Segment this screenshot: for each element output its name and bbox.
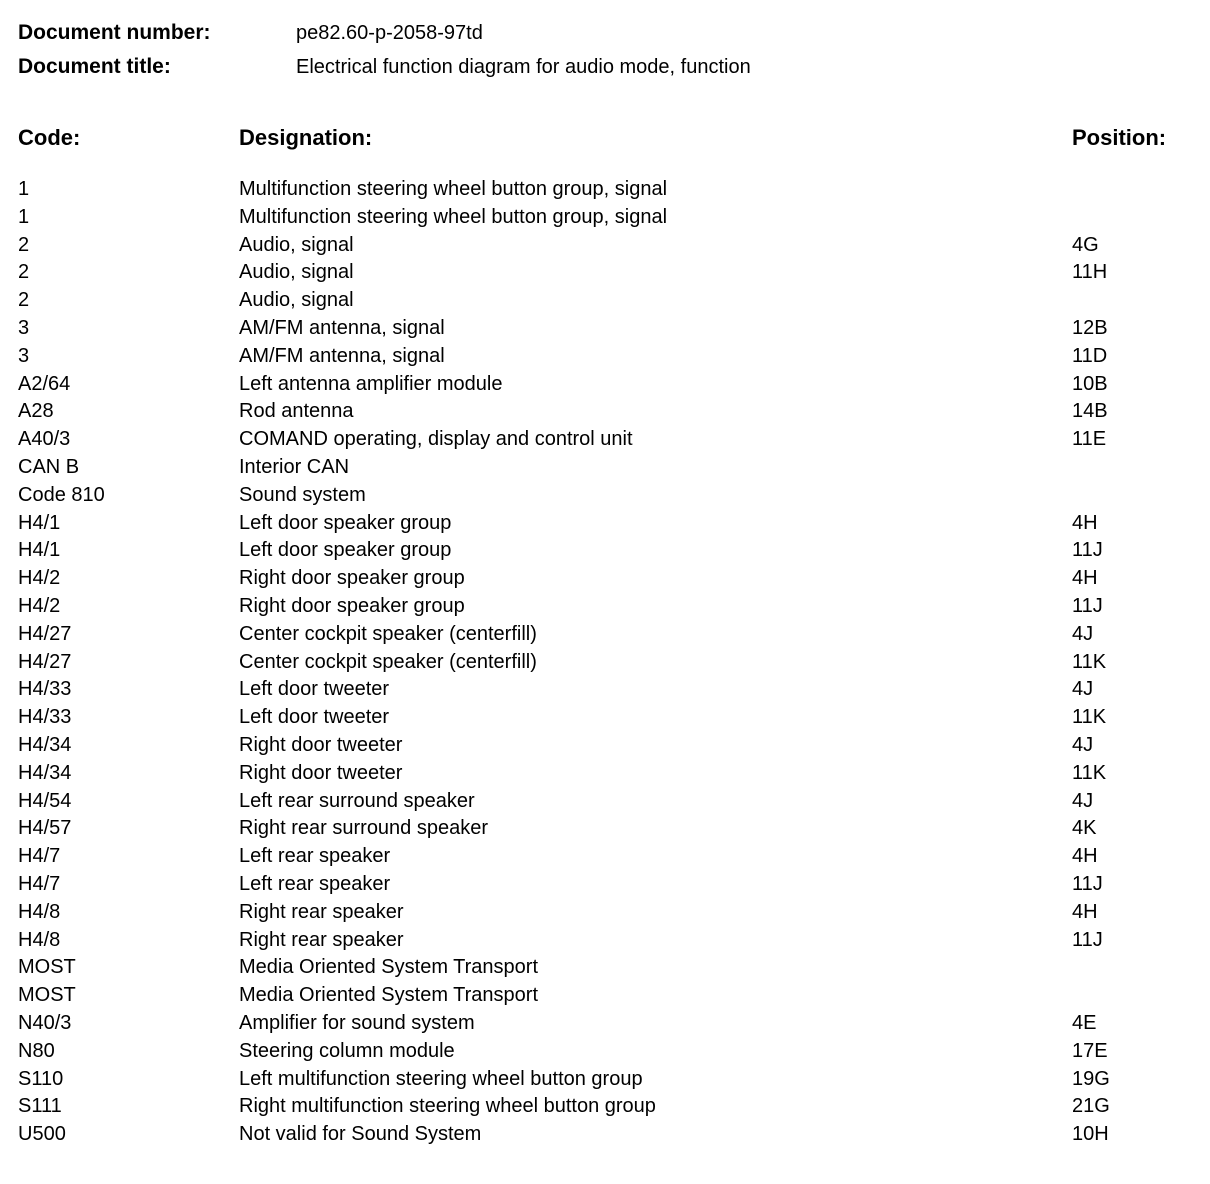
row-position: 4H bbox=[1072, 567, 1098, 590]
row-designation: Left door speaker group bbox=[239, 511, 452, 534]
legend-table-body bbox=[0, 176, 1210, 1149]
row-designation: Not valid for Sound System bbox=[239, 1123, 482, 1146]
row-designation: Left door tweeter bbox=[239, 706, 390, 729]
row-designation: Media Oriented System Transport bbox=[239, 984, 539, 1007]
row-code: H4/57 bbox=[18, 817, 72, 840]
row-position: 11J bbox=[1072, 594, 1103, 617]
column-header-position: Position: bbox=[1072, 125, 1167, 150]
table-row bbox=[0, 259, 1210, 287]
row-position: 4G bbox=[1072, 233, 1099, 256]
row-code: H4/8 bbox=[18, 928, 61, 951]
table-row bbox=[0, 343, 1210, 371]
row-code: U500 bbox=[18, 1123, 66, 1146]
row-code: N80 bbox=[18, 1039, 55, 1062]
table-row bbox=[0, 204, 1210, 232]
row-designation: Right rear speaker bbox=[239, 900, 404, 923]
table-row bbox=[0, 371, 1210, 399]
row-designation: Amplifier for sound system bbox=[239, 1011, 475, 1034]
row-code: H4/27 bbox=[18, 650, 72, 673]
row-position: 11K bbox=[1072, 650, 1107, 673]
row-designation: Center cockpit speaker (centerfill) bbox=[239, 622, 537, 645]
row-code: A28 bbox=[18, 400, 54, 423]
row-position: 4E bbox=[1072, 1011, 1097, 1034]
row-code: N40/3 bbox=[18, 1011, 72, 1034]
row-code: H4/2 bbox=[18, 567, 61, 590]
row-position: 11J bbox=[1072, 928, 1103, 951]
row-designation: Multifunction steering wheel button group, signal bbox=[239, 205, 668, 228]
row-designation: Right rear surround speaker bbox=[239, 817, 489, 840]
document-title-value: Electrical function diagram for audio mode, function bbox=[296, 56, 751, 78]
table-row bbox=[0, 565, 1210, 593]
row-designation: Right rear speaker bbox=[239, 928, 404, 951]
row-designation: Steering column module bbox=[239, 1039, 455, 1062]
document-number-value: pe82.60-p-2058-97td bbox=[296, 22, 483, 44]
row-position: 17E bbox=[1072, 1039, 1108, 1062]
row-position: 4J bbox=[1072, 733, 1094, 756]
row-position: 4J bbox=[1072, 789, 1094, 812]
row-code: S111 bbox=[18, 1095, 62, 1118]
table-row bbox=[0, 1066, 1210, 1094]
row-position: 11K bbox=[1072, 706, 1107, 729]
row-code: H4/33 bbox=[18, 706, 72, 729]
row-designation: Center cockpit speaker (centerfill) bbox=[239, 650, 537, 673]
row-designation: COMAND operating, display and control unit bbox=[239, 428, 633, 451]
row-code: H4/33 bbox=[18, 678, 72, 701]
row-code: H4/1 bbox=[18, 539, 61, 562]
row-position: 4J bbox=[1072, 622, 1094, 645]
row-designation: AM/FM antenna, signal bbox=[239, 316, 445, 339]
table-row bbox=[0, 982, 1210, 1010]
table-row bbox=[0, 482, 1210, 510]
row-code: H4/2 bbox=[18, 594, 61, 617]
table-row bbox=[0, 287, 1210, 315]
row-position: 14B bbox=[1072, 400, 1108, 423]
table-row bbox=[0, 1121, 1210, 1149]
row-position: 4H bbox=[1072, 900, 1098, 923]
row-position: 4H bbox=[1072, 511, 1098, 534]
row-position: 4H bbox=[1072, 845, 1098, 868]
table-row bbox=[0, 593, 1210, 621]
row-position: 11E bbox=[1072, 428, 1107, 451]
row-position: 11K bbox=[1072, 761, 1107, 784]
row-designation: Right door speaker group bbox=[239, 567, 465, 590]
row-code: H4/34 bbox=[18, 761, 72, 784]
row-code: A40/3 bbox=[18, 428, 71, 451]
row-designation: Left rear speaker bbox=[239, 872, 391, 895]
row-code: CAN B bbox=[18, 455, 80, 478]
row-position: 10B bbox=[1072, 372, 1108, 395]
table-row bbox=[0, 426, 1210, 454]
row-position: 11H bbox=[1072, 261, 1108, 284]
row-code: H4/54 bbox=[18, 789, 72, 812]
row-code: 2 bbox=[18, 261, 30, 284]
table-row bbox=[0, 927, 1210, 955]
row-code: Code 810 bbox=[18, 483, 105, 506]
table-row bbox=[0, 732, 1210, 760]
table-row bbox=[0, 1093, 1210, 1121]
row-position: 11J bbox=[1072, 539, 1103, 562]
row-code: H4/8 bbox=[18, 900, 61, 923]
table-row bbox=[0, 760, 1210, 788]
table-row bbox=[0, 815, 1210, 843]
table-row bbox=[0, 537, 1210, 565]
table-row bbox=[0, 788, 1210, 816]
column-header-designation: Designation: bbox=[239, 125, 373, 150]
row-code: H4/7 bbox=[18, 872, 61, 895]
row-position: 4K bbox=[1072, 817, 1097, 840]
row-designation: Left door tweeter bbox=[239, 678, 390, 701]
row-code: H4/27 bbox=[18, 622, 72, 645]
row-code: A2/64 bbox=[18, 372, 71, 395]
row-designation: Audio, signal bbox=[239, 233, 354, 256]
row-designation: Left door speaker group bbox=[239, 539, 452, 562]
table-row bbox=[0, 176, 1210, 204]
row-position: 21G bbox=[1072, 1095, 1110, 1118]
row-position: 12B bbox=[1072, 316, 1108, 339]
row-code: 1 bbox=[18, 205, 30, 228]
table-row bbox=[0, 843, 1210, 871]
row-designation: Audio, signal bbox=[239, 289, 354, 312]
row-position: 4J bbox=[1072, 678, 1094, 701]
row-designation: Media Oriented System Transport bbox=[239, 956, 539, 979]
document-number-label: Document number: bbox=[18, 21, 211, 44]
row-position: 19G bbox=[1072, 1067, 1110, 1090]
table-row bbox=[0, 232, 1210, 260]
table-row bbox=[0, 649, 1210, 677]
row-designation: Left multifunction steering wheel button group bbox=[239, 1067, 643, 1090]
row-designation: Multifunction steering wheel button group, signal bbox=[239, 178, 668, 200]
row-code: 3 bbox=[18, 316, 30, 339]
row-position: 11D bbox=[1072, 344, 1108, 367]
row-designation: Sound system bbox=[239, 483, 366, 506]
row-designation: Left rear surround speaker bbox=[239, 789, 475, 812]
row-designation: Right door tweeter bbox=[239, 733, 403, 756]
table-row bbox=[0, 704, 1210, 732]
row-designation: Left antenna amplifier module bbox=[239, 372, 503, 395]
table-row bbox=[0, 871, 1210, 899]
row-code: 2 bbox=[18, 289, 30, 312]
table-row bbox=[0, 676, 1210, 704]
table-row bbox=[0, 315, 1210, 343]
row-designation: Right door speaker group bbox=[239, 594, 465, 617]
table-row bbox=[0, 899, 1210, 927]
row-designation: Right door tweeter bbox=[239, 761, 403, 784]
row-position: 10H bbox=[1072, 1123, 1109, 1146]
table-row bbox=[0, 1038, 1210, 1066]
row-code: H4/1 bbox=[18, 511, 61, 534]
row-designation: Left rear speaker bbox=[239, 845, 391, 868]
table-row bbox=[0, 1010, 1210, 1038]
row-code: 2 bbox=[18, 233, 30, 256]
row-code: H4/7 bbox=[18, 845, 61, 868]
column-header-code: Code: bbox=[18, 125, 81, 150]
row-code: 1 bbox=[18, 178, 30, 200]
row-code: MOST bbox=[18, 984, 76, 1007]
table-row bbox=[0, 454, 1210, 482]
table-row bbox=[0, 510, 1210, 538]
row-code: H4/34 bbox=[18, 733, 72, 756]
row-designation: Interior CAN bbox=[239, 455, 350, 478]
row-position: 11J bbox=[1072, 872, 1103, 895]
row-designation: Audio, signal bbox=[239, 261, 354, 284]
row-designation: Right multifunction steering wheel button group bbox=[239, 1095, 656, 1118]
document-title-label: Document title: bbox=[18, 55, 171, 78]
row-code: S110 bbox=[18, 1067, 64, 1090]
row-designation: AM/FM antenna, signal bbox=[239, 344, 445, 367]
row-code: 3 bbox=[18, 344, 30, 367]
table-row bbox=[0, 621, 1210, 649]
table-row bbox=[0, 398, 1210, 426]
row-code: MOST bbox=[18, 956, 76, 979]
table-row bbox=[0, 954, 1210, 982]
row-designation: Rod antenna bbox=[239, 400, 354, 423]
